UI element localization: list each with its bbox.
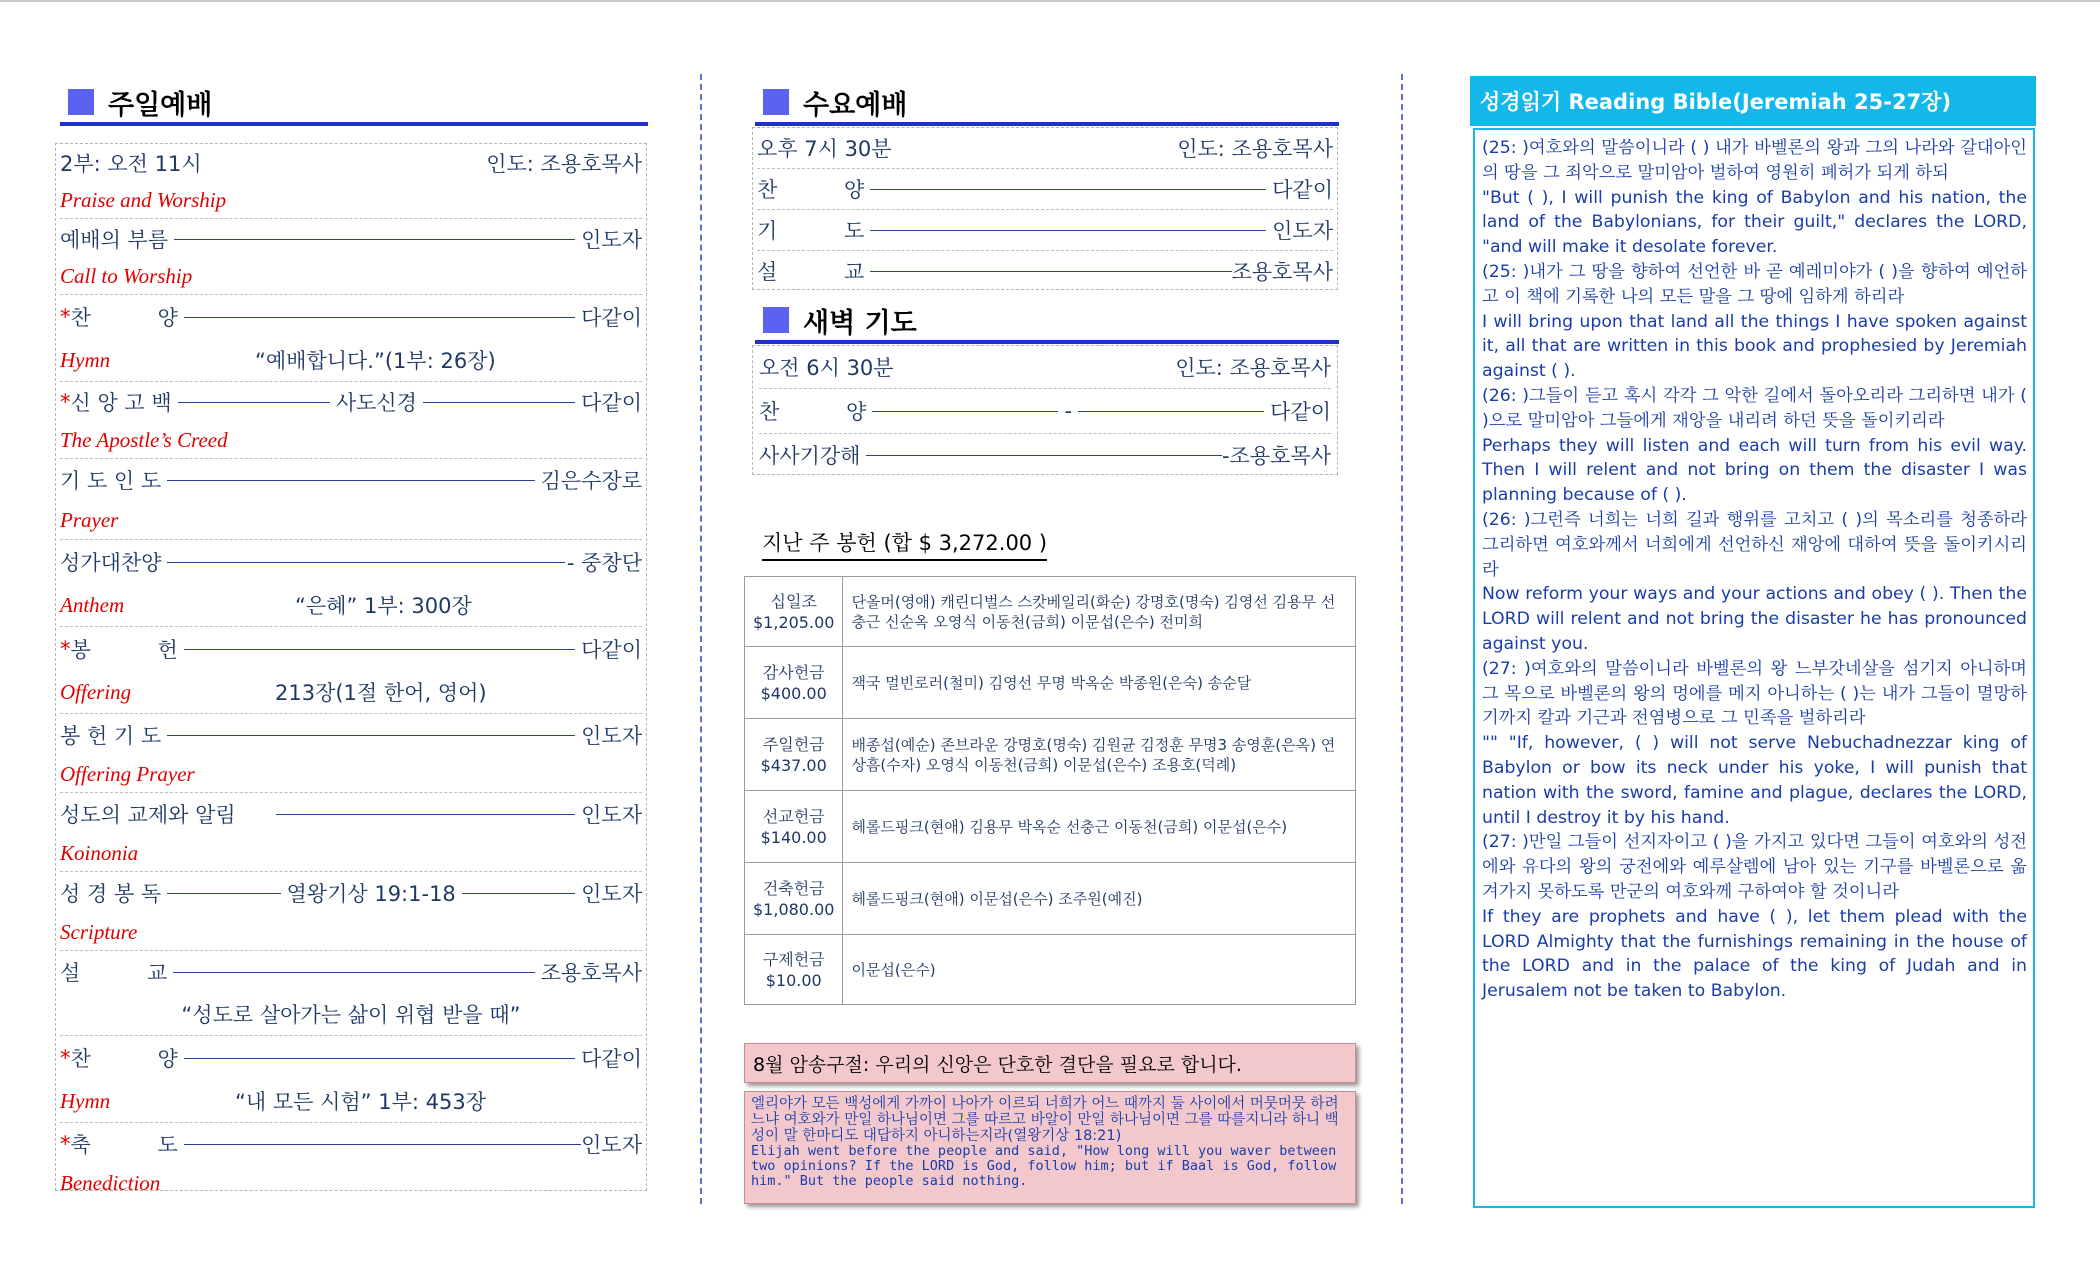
wednesday-time-row xyxy=(757,128,1333,169)
order-performer: 인도자 xyxy=(581,724,642,748)
order-item xyxy=(60,714,642,756)
leader-line xyxy=(167,735,575,736)
leader-line xyxy=(866,455,1222,456)
order-item-en xyxy=(60,584,642,627)
column-divider-right xyxy=(1401,74,1403,1204)
order-en-label: Hymn xyxy=(60,1088,111,1113)
memory-verse-body xyxy=(744,1091,1356,1204)
order-performer: 인도자 xyxy=(581,228,642,252)
offering-category xyxy=(745,791,843,863)
offering-names: 헤롤드핑크(현애) 이문섭(은수) 조주원(예진) xyxy=(843,863,1356,935)
order-performer: -조용호목사 xyxy=(1221,444,1331,468)
order-item xyxy=(60,382,642,422)
sunday-title: 주일예배 xyxy=(108,89,213,121)
bible-reading-box xyxy=(1473,128,2035,1208)
order-item xyxy=(757,251,1333,291)
order-ko-label: 기 도 xyxy=(757,219,865,243)
sermon-title: “성도로 살아가는 삶이 위협 받을 때” xyxy=(181,1003,521,1027)
leader-line xyxy=(174,239,575,240)
order-performer: 조용호목사 xyxy=(540,961,642,985)
offering-category xyxy=(745,935,843,1005)
bible-passage: (25: )여호와의 말씀이니라 ( ) 내가 바벨론의 왕과 그의 나라와 갈대아인의 땅을 그 죄악으로 말미암아 벌하여 영원히 폐허가 되게 하되 xyxy=(1482,138,2027,183)
order-detail: “은혜” 1부: 300장 xyxy=(295,594,472,618)
order-performer: 인도자 xyxy=(581,1133,642,1157)
memory-verse-title-text: 8월 암송구절: 우리의 신앙은 단호한 결단을 필요로 합니다. xyxy=(753,1053,1242,1076)
order-item xyxy=(759,389,1331,434)
leader-line xyxy=(173,972,534,973)
order-ko-label: 찬 양 xyxy=(70,1047,178,1071)
order-item xyxy=(60,951,642,993)
order-performer: 김은수장로 xyxy=(540,469,642,493)
stand-mark: * xyxy=(60,390,71,414)
order-item xyxy=(757,210,1333,251)
leader-line xyxy=(870,189,1266,190)
wednesday-title: 수요예배 xyxy=(803,89,908,121)
table-row xyxy=(745,719,1356,791)
dawn-leader: 인도: 조용호목사 xyxy=(1175,356,1331,380)
memory-verse-english: Elijah went before the people and said, "How long will you waver between two opinions? If the LORD is God, follow him; but if Baal is God, follow him." But the people said nothing. xyxy=(751,1143,1337,1189)
category-amount: $140.00 xyxy=(760,827,827,847)
order-item-en xyxy=(60,1165,642,1201)
order-en-label: Praise and Worship xyxy=(60,187,227,212)
bible-passage: I will bring upon that land all the things I have spoken against it, all that are written in this book and prophesied by Jeremiah against ( ). xyxy=(1482,311,2027,382)
order-item-en xyxy=(60,422,642,459)
leader-line xyxy=(276,814,576,815)
stand-mark: * xyxy=(60,1132,71,1156)
order-item xyxy=(757,169,1333,210)
order-ko-label: 찬 양 xyxy=(759,400,867,424)
bible-passage: "But ( ), I will punish the king of Babylon and his nation, the land of the Babylonians, for their guilt," declares the LORD, "and will make it desolate forever. xyxy=(1482,187,2027,258)
order-performer: 인도자 xyxy=(1272,219,1333,243)
dawn-time-row xyxy=(759,346,1331,389)
order-detail: “예배합니다.”(1부: 26장) xyxy=(255,349,496,373)
square-bullet-icon xyxy=(763,89,789,115)
order-performer: 다같이 xyxy=(581,638,642,662)
order-item-en xyxy=(60,501,642,540)
order-ko-label: 설 교 xyxy=(60,961,168,985)
order-performer: 인도자 xyxy=(581,803,642,827)
order-item xyxy=(60,1036,642,1080)
offering-names: 이문섭(은수) xyxy=(843,935,1356,1005)
category-amount: $10.00 xyxy=(765,970,822,990)
category-amount: $1,205.00 xyxy=(753,612,835,632)
wednesday-box xyxy=(752,127,1338,290)
bible-passage: "" "If, however, ( ) will not serve Nebuchadnezzar king of Babylon or bow its neck under his yoke, I will punish that nation with the sword, famine and plague, declares the LORD, until I destroy it by his hand. xyxy=(1482,733,2027,828)
leader-line xyxy=(178,402,330,403)
order-item-en xyxy=(60,259,642,295)
order-item-en xyxy=(60,339,642,382)
order-ko-label: 신 앙 고 백 xyxy=(70,391,172,415)
order-item xyxy=(60,219,642,259)
offering-category xyxy=(745,577,843,647)
stand-mark: * xyxy=(60,305,71,329)
order-ko-label: 봉 헌 xyxy=(70,638,178,662)
offering-category xyxy=(745,719,843,791)
bible-reading-title-text: 성경읽기 Reading Bible(Jeremiah 25-27장) xyxy=(1480,90,1952,114)
category-amount: $400.00 xyxy=(760,683,827,703)
order-item xyxy=(759,434,1331,476)
dawn-header xyxy=(755,300,1339,344)
leader-line xyxy=(870,230,1266,231)
order-item-en xyxy=(60,756,642,793)
order-performer: 다같이 xyxy=(1270,400,1332,424)
bible-passage: (26: )그들이 듣고 혹시 각각 그 악한 길에서 돌아오리라 그리하면 내가 ( )으로 말미암아 그들에게 재앙을 내리려 하던 뜻을 돌이키리라 xyxy=(1482,385,2027,431)
sunday-time: 2부: 오전 11시 xyxy=(60,152,202,176)
offering-table xyxy=(744,576,1356,1005)
order-performer: 다같이 xyxy=(581,391,642,415)
offering-names: 배종섭(예순) 존브라운 강명호(명숙) 김원균 김정훈 무명3 송영훈(은옥) 연상흠(수자) 오영식 이동천(금희) 이문섭(은수) 조용호(덕례) xyxy=(843,719,1356,791)
bible-passage: Perhaps they will listen and each will turn from his evil way. Then I will relent and not bring on them the disaster I was planning because of ( ). xyxy=(1482,435,2027,506)
order-en-label: Offering xyxy=(60,679,132,704)
order-performer: 조용호목사 xyxy=(1231,260,1333,284)
column-divider-left xyxy=(700,74,702,1204)
sermon-title-row xyxy=(60,993,642,1036)
table-row xyxy=(745,647,1356,719)
offering-category xyxy=(745,647,843,719)
order-item xyxy=(60,295,642,339)
order-ko-label: 봉 헌 기 도 xyxy=(60,724,162,748)
sunday-header xyxy=(60,82,648,126)
offering-category xyxy=(745,863,843,935)
leader-line xyxy=(167,893,280,894)
stand-mark: * xyxy=(60,637,71,661)
leader-line xyxy=(872,411,1058,412)
order-ko-label: 성 경 봉 독 xyxy=(60,882,162,906)
order-performer: 다같이 xyxy=(1272,178,1333,202)
order-detail: - xyxy=(1064,399,1073,423)
memory-verse-korean: 엘리야가 모든 백성에게 가까이 나아가 이르되 너희가 어느 때까지 둘 사이에서 머뭇머뭇 하려느냐 여호와가 만일 하나님이면 그를 따르고 바알이 만일 하나님이면 그를 따를지니라 하니 백성이 말 한마디도 대답하지 아니하는지라(열왕기상 18:21) xyxy=(751,1096,1339,1144)
order-detail: 사도신경 xyxy=(335,391,417,415)
sunday-leader: 인도: 조용호목사 xyxy=(486,152,642,176)
order-ko-label: 기 도 인 도 xyxy=(60,469,162,493)
offering-names: 잭국 멀빈로러(철미) 김영선 무명 박옥순 박종원(은숙) 송순달 xyxy=(843,647,1356,719)
order-ko-label: 축 도 xyxy=(70,1133,178,1157)
bible-passage: (25: )내가 그 땅을 향하여 선언한 바 곧 예레미야가 ( )을 향하여 예언하고 이 책에 기록한 나의 모든 말을 그 땅에 임하게 하리라 xyxy=(1482,261,2027,307)
bible-reading-title xyxy=(1470,76,2036,126)
category-label: 주일헌금 xyxy=(762,734,825,754)
square-bullet-icon xyxy=(763,307,789,333)
order-performer: 다같이 xyxy=(581,1047,642,1071)
order-performer: 인도자 xyxy=(581,882,642,906)
sunday-order-box xyxy=(55,143,647,1195)
leader-line xyxy=(1078,411,1264,412)
dawn-time: 오전 6시 30분 xyxy=(759,356,894,380)
leader-line xyxy=(462,893,575,894)
order-item xyxy=(60,872,642,914)
wednesday-leader: 인도: 조용호목사 xyxy=(1177,137,1333,161)
table-row xyxy=(745,577,1356,647)
order-item-en xyxy=(60,1080,642,1123)
order-ko-label: 설 교 xyxy=(757,260,865,284)
leader-line xyxy=(167,480,534,481)
dawn-box xyxy=(752,345,1338,475)
order-ko-label: 사사기강해 xyxy=(759,444,861,468)
order-performer: 다같이 xyxy=(581,306,642,330)
order-item xyxy=(60,627,642,671)
order-detail: 213장(1절 한어, 영어) xyxy=(275,681,487,705)
category-label: 십일조 xyxy=(770,591,817,611)
order-item xyxy=(60,540,642,584)
order-en-label: Anthem xyxy=(60,592,125,617)
order-item-en xyxy=(60,914,642,951)
order-detail: 열왕기상 19:1-18 xyxy=(286,882,456,906)
category-amount: $1,080.00 xyxy=(753,899,835,919)
order-item xyxy=(60,182,642,219)
bible-passage: Now reform your ways and your actions and obey ( ). Then the LORD will relent and not bring the disaster he has pronounced against you. xyxy=(1482,584,2027,654)
order-item xyxy=(60,793,642,835)
order-en-label: The Apostle’s Creed xyxy=(60,427,228,452)
category-label: 건축헌금 xyxy=(762,878,825,898)
table-row xyxy=(745,935,1356,1005)
bible-passage: (27: )만일 그들이 선지자이고 ( )을 가지고 있다면 그들이 여호와의 성전에와 유다의 왕의 궁전에와 예루살렘에 남아 있는 기구를 바벨론으로 옮겨가지 못하도록 만군의 여호와께 구하여야 할 것이니라 xyxy=(1482,832,2027,902)
table-row xyxy=(745,791,1356,863)
order-item-en xyxy=(60,671,642,714)
wednesday-time: 오후 7시 30분 xyxy=(757,137,892,161)
leader-line xyxy=(184,649,575,650)
offering-names: 단올머(영애) 캐린디벌스 스캇베일리(화순) 강명호(명숙) 김영선 김용무 선충근 신순옥 오영식 이동천(금희) 이문섭(은수) 전미희 xyxy=(843,577,1356,647)
order-en-label: Call to Worship xyxy=(60,264,193,288)
wednesday-header xyxy=(755,82,1339,126)
table-row xyxy=(745,863,1356,935)
leader-line xyxy=(167,562,564,563)
square-bullet-icon xyxy=(68,89,94,115)
stand-mark: * xyxy=(60,1046,71,1070)
offering-names: 헤롤드핑크(현애) 김용무 박옥순 선충근 이동천(금희) 이문섭(은수) xyxy=(843,791,1356,863)
order-ko-label: 성가대찬양 xyxy=(60,551,162,575)
memory-verse-title xyxy=(744,1043,1356,1083)
order-ko-label: 성도의 교제와 알림 xyxy=(60,803,236,827)
order-en-label: Scripture xyxy=(60,919,138,944)
leader-line xyxy=(423,402,575,403)
order-en-label: Offering Prayer xyxy=(60,761,195,786)
order-ko-label: 찬 양 xyxy=(70,306,178,330)
dawn-title: 새벽 기도 xyxy=(803,307,917,339)
bible-passage: (27: )여호와의 말씀이니라 바벨론의 왕 느부갓네살을 섬기지 아니하며 그 목으로 바벨론의 왕의 멍에를 메지 아니하는 ( )는 내가 그들이 멸망하기까지 칼과 기근과 전염병으로 그 민족을 벌하리라 xyxy=(1482,658,2027,729)
top-rule xyxy=(0,0,2100,2)
leader-line xyxy=(184,1058,575,1059)
order-item xyxy=(60,1123,642,1165)
order-ko-label: 찬 양 xyxy=(757,178,865,202)
category-label: 감사헌금 xyxy=(762,662,825,682)
leader-line xyxy=(184,1144,581,1145)
order-en-label: Benediction xyxy=(60,1170,161,1195)
offering-title: 지난 주 봉헌 (합 $ 3,272.00 ) xyxy=(762,527,1047,561)
leader-line xyxy=(870,271,1231,272)
category-label: 구제헌금 xyxy=(762,949,825,969)
category-label: 선교헌금 xyxy=(762,806,825,826)
order-performer: - 중창단 xyxy=(566,551,642,575)
order-detail: “내 모든 시험” 1부: 453장 xyxy=(235,1090,486,1114)
category-amount: $437.00 xyxy=(760,755,827,775)
bible-passage: If they are prophets and have ( ), let them plead with the LORD Almighty that the furnishings remaining in the house of the LORD and in the palace of the king of Judah and in Jerusalem not be taken to Babylon. xyxy=(1482,906,2027,1002)
order-item xyxy=(60,459,642,501)
sunday-time-row xyxy=(60,144,642,182)
order-item-en xyxy=(60,835,642,872)
leader-line xyxy=(184,317,575,318)
bible-passage: (26: )그런즉 너희는 너희 길과 행위를 고치고 ( )의 목소리를 청종하라 그리하면 여호와께서 너희에게 선언하신 재앙에 대하여 뜻을 돌이키시리라 xyxy=(1482,509,2027,580)
order-ko-label: 예배의 부름 xyxy=(60,228,169,252)
order-en-label: Prayer xyxy=(60,507,119,532)
order-en-label: Koinonia xyxy=(60,840,139,865)
order-en-label: Hymn xyxy=(60,347,111,372)
